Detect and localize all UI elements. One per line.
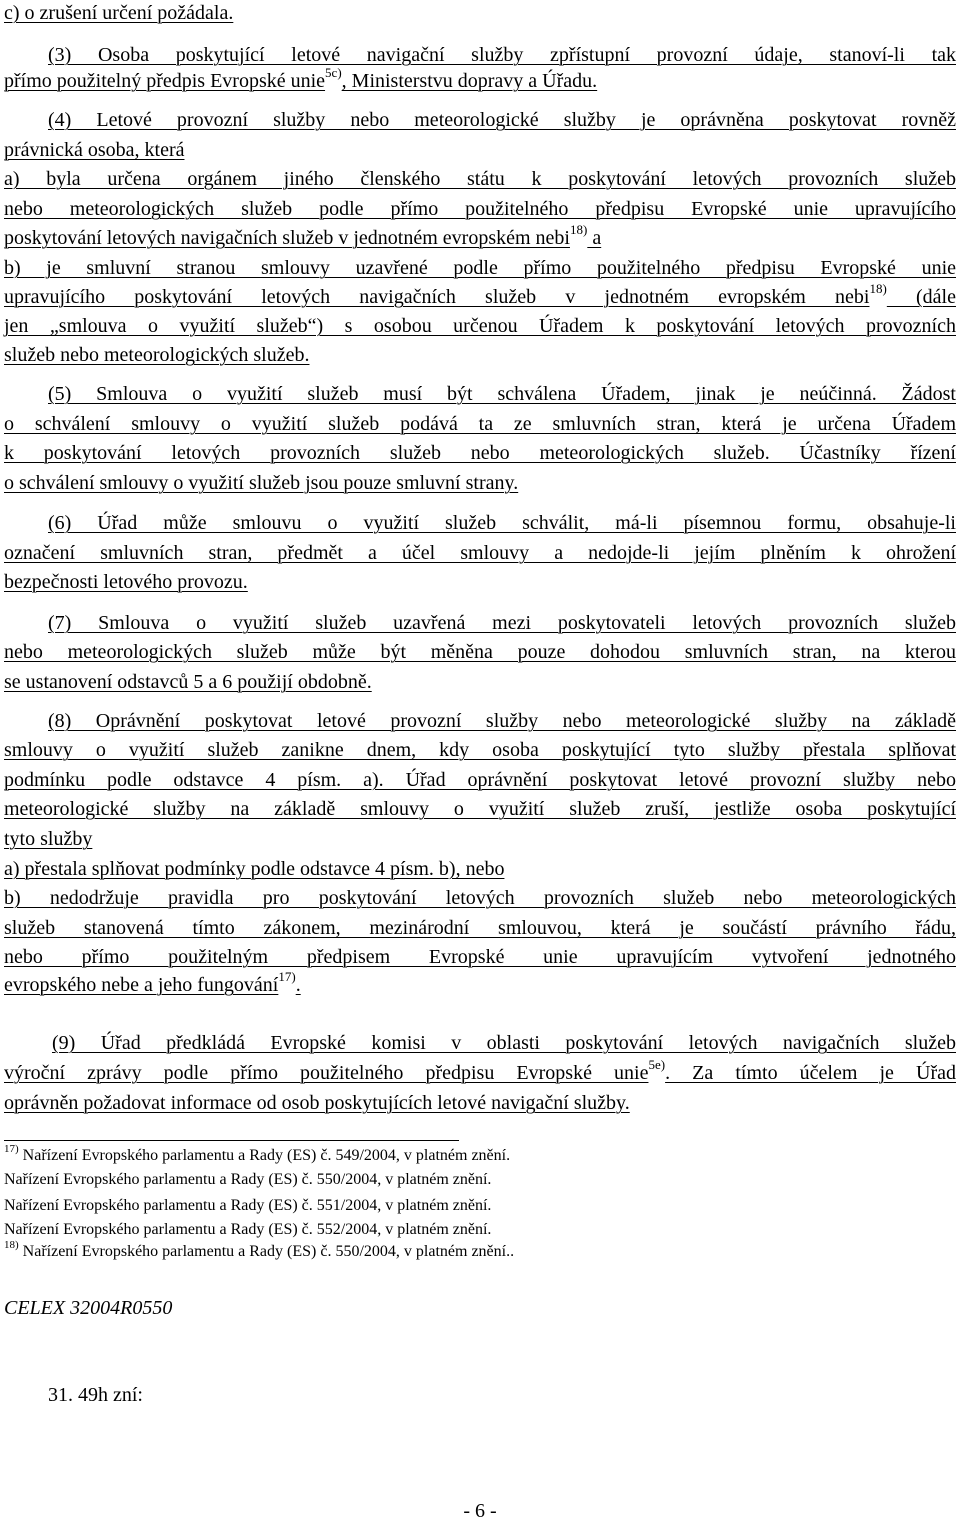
text-segment: .: [295, 974, 301, 996]
text-segment: c) o zrušení určení požádala.: [4, 2, 234, 24]
text-segment: (6) Úřad může smlouvu o využití služeb schválit, má-li písemnou formu, obsahuje-li: [48, 512, 956, 534]
text-segment: poskytování letových navigačních služeb v jednotném evropském nebi: [4, 227, 570, 249]
text-segment: a: [587, 227, 602, 249]
text-segment: služeb nebo meteorologických služeb.: [4, 344, 310, 366]
text-line: [48, 708, 956, 734]
footnote-reference: 18): [869, 281, 887, 297]
footnote: [4, 1142, 511, 1166]
text-line: [4, 470, 956, 496]
text-segment: (dále: [886, 286, 956, 308]
text-segment: b) nedodržuje pravidla pro poskytování letových provozních služeb nebo meteorologických: [4, 887, 956, 909]
text-line: [48, 381, 956, 407]
text-segment: jen „smlouva o využití služeb“) s osobou určenou Úřadem k poskytování letových provozních: [4, 315, 956, 337]
footnote-text: Nařízení Evropského parlamentu a Rady (ES) č. 551/2004, v platném znění.: [4, 1197, 492, 1214]
item-31: 31. 49h zní:: [48, 1384, 143, 1406]
text-line: [4, 856, 956, 882]
footnote-text: Nařízení Evropského parlamentu a Rady (ES) č. 550/2004, v platném znění.: [4, 1171, 492, 1188]
text-line: [4, 1057, 956, 1086]
footnote: [4, 1170, 491, 1190]
footnote-reference: 18): [569, 222, 588, 238]
text-segment: právnická osoba, která: [4, 139, 185, 161]
footnote-marker: 17): [4, 1142, 19, 1155]
text-line: [4, 342, 956, 368]
text-line: [48, 42, 956, 68]
text-segment: meteorologické služby na základě smlouvy o využití služeb zruší, jestliže osoba poskytující: [4, 798, 956, 820]
footnote-reference: 5c): [325, 65, 342, 81]
text-segment: a) byla určena orgánem jiného členského státu k poskytování letových provozních služeb: [4, 168, 956, 190]
text-segment: nebo meteorologických služeb může být měněna pouze dohodou smluvních stran, na kterou: [4, 641, 956, 663]
text-segment: nebo meteorologických služeb podle přímo použitelného předpisu Evropské unie upravujícího: [4, 198, 956, 220]
text-segment: nebo přímo použitelným předpisem Evropské unie upravujícím vytvoření jednotného: [4, 946, 956, 968]
text-segment: smlouvy o využití služeb zanikne dnem, kdy osoba poskytující tyto služby přestala splňovat: [4, 739, 956, 761]
footnote: [4, 1196, 491, 1216]
footnote: [4, 1220, 491, 1240]
text-segment: tyto služby: [4, 828, 93, 850]
text-line: [4, 915, 956, 941]
footnote-text: Nařízení Evropského parlamentu a Rady (ES) č. 549/2004, v platném znění.: [18, 1147, 511, 1164]
text-line: [4, 826, 956, 852]
text-segment: k poskytování letových provozních služeb nebo meteorologických služeb. Účastníky řízení: [4, 442, 956, 464]
text-segment: přímo použitelný předpis Evropské unie: [4, 70, 326, 92]
text-line: [4, 569, 956, 595]
text-segment: upravujícího poskytování letových navigačních služeb v jednotném evropském nebi: [4, 286, 870, 308]
text-line: [4, 166, 956, 192]
footnote-reference: 5e): [648, 1057, 666, 1073]
text-segment: . Za tímto účelem je Úřad: [665, 1062, 956, 1084]
text-segment: o schválení smlouvy o využití služeb jsou pouze smluvní strany.: [4, 472, 519, 494]
text-segment: (3) Osoba poskytující letové navigační služby zpřístupní provozní údaje, stanoví-li tak: [48, 44, 956, 66]
text-line: [48, 510, 956, 536]
text-line: [4, 0, 956, 26]
text-line: [4, 639, 956, 665]
text-line: [4, 737, 956, 763]
text-segment: (4) Letové provozní služby nebo meteorologické služby je oprávněna poskytovat rovněž: [48, 109, 956, 131]
footnote-marker: 18): [4, 1238, 19, 1251]
text-line: [4, 1090, 956, 1116]
text-line: [4, 440, 956, 466]
page-number: - 6 -: [463, 1500, 497, 1522]
text-line: [4, 767, 956, 793]
text-line: [4, 222, 956, 251]
text-line: [4, 540, 956, 566]
text-line: [4, 313, 956, 339]
footnote-reference: 17): [278, 969, 296, 985]
text-segment: služeb stanovená tímto zákonem, mezinárodní smlouvou, která je součástí právního řádu,: [4, 917, 956, 939]
text-line: [4, 65, 956, 94]
text-segment: a) přestala splňovat podmínky podle odstavce 4 písm. b), nebo: [4, 858, 505, 880]
text-segment: (8) Oprávnění poskytovat letové provozní služby nebo meteorologické služby na základě: [48, 710, 956, 732]
text-line: [48, 107, 956, 133]
text-line: [4, 411, 956, 437]
footnote: [4, 1238, 515, 1262]
text-segment: (9) Úřad předkládá Evropské komisi v oblasti poskytování letových navigačních služeb: [52, 1032, 956, 1054]
footnote-text: Nařízení Evropského parlamentu a Rady (ES) č. 552/2004, v platném znění.: [4, 1221, 492, 1238]
text-segment: evropského nebe a jeho fungování: [4, 974, 279, 996]
text-segment: , Ministerstvu dopravy a Úřadu.: [341, 70, 598, 92]
text-line: [4, 196, 956, 222]
text-line: [4, 885, 956, 911]
text-segment: (7) Smlouva o využití služeb uzavřená mezi poskytovateli letových provozních služeb: [48, 612, 956, 634]
text-line: [4, 796, 956, 822]
text-segment: bezpečnosti letového provozu.: [4, 571, 248, 593]
text-segment: se ustanovení odstavců 5 a 6 použijí obdobně.: [4, 671, 372, 693]
text-line: [4, 669, 956, 695]
text-line: [4, 137, 956, 163]
text-line: [52, 1030, 956, 1056]
text-line: [4, 969, 956, 998]
footnote-text: Nařízení Evropského parlamentu a Rady (ES) č. 550/2004, v platném znění..: [18, 1243, 515, 1260]
text-segment: výroční zprávy podle přímo použitelného předpisu Evropské unie: [4, 1062, 649, 1084]
footnote-separator: [4, 1140, 459, 1141]
text-segment: podmínku podle odstavce 4 písm. a). Úřad oprávnění poskytovat letové provozní služby nebo: [4, 769, 956, 791]
celex-reference: CELEX 32004R0550: [4, 1297, 173, 1319]
text-segment: o schválení smlouvy o využití služeb podává ta ze smluvních stran, která je určena Úřadem: [4, 413, 956, 435]
text-line: [4, 281, 956, 310]
text-line: [4, 944, 956, 970]
text-segment: (5) Smlouva o využití služeb musí být schválena Úřadem, jinak je neúčinná. Žádost: [48, 383, 956, 405]
text-line: [48, 610, 956, 636]
text-segment: oprávněn požadovat informace od osob poskytujících letové navigační služby.: [4, 1092, 630, 1114]
text-segment: označení smluvních stran, předmět a účel smlouvy a nedojde-li jejím plněním k ohrožení: [4, 542, 956, 564]
text-line: [4, 255, 956, 281]
text-segment: b) je smluvní stranou smlouvy uzavřené podle přímo použitelného předpisu Evropské unie: [4, 257, 956, 279]
